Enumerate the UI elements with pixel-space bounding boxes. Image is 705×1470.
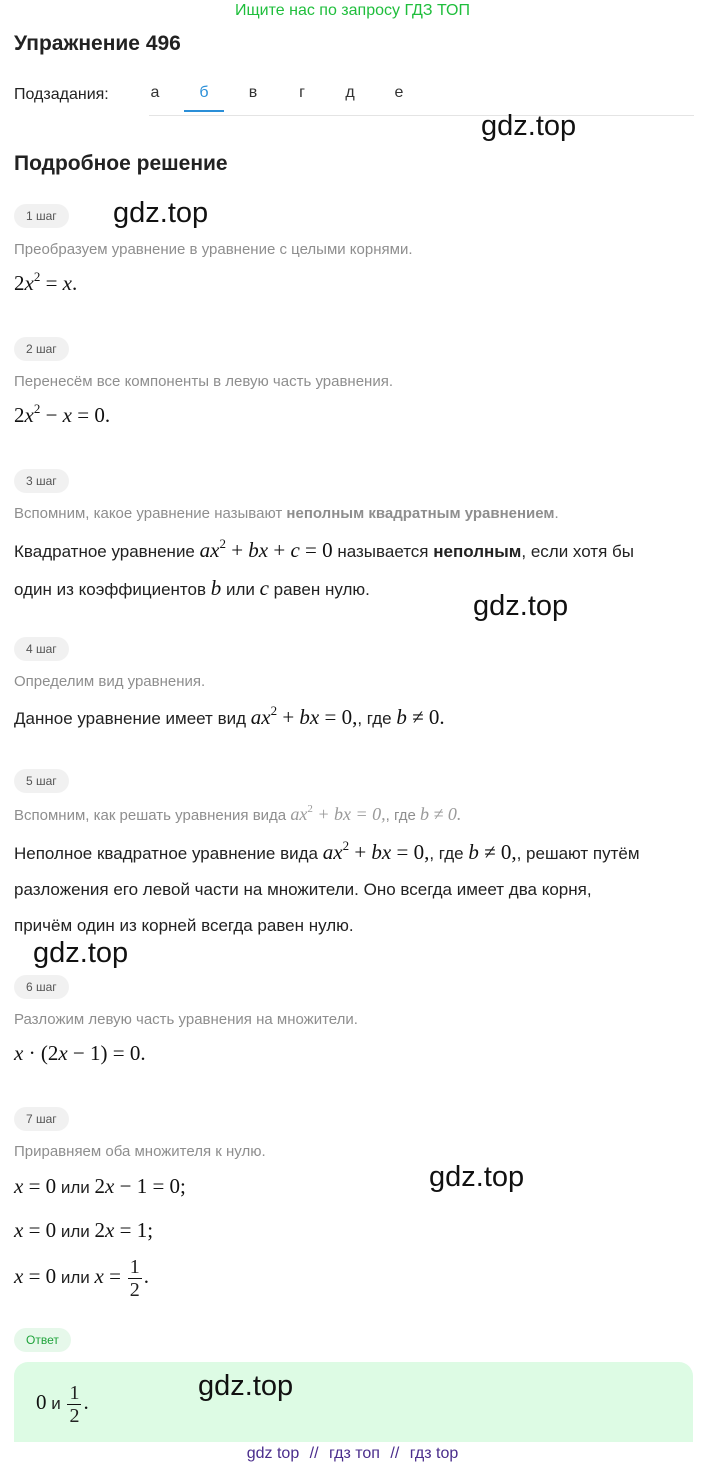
watermark: gdz.top xyxy=(198,1370,294,1402)
subtasks-divider xyxy=(149,115,694,116)
watermark: gdz.top xyxy=(113,197,209,229)
step-hint: Определим вид уравнения. xyxy=(14,673,206,690)
tab-subtask-e[interactable]: е xyxy=(394,84,404,101)
footer-separator: // xyxy=(390,1445,400,1462)
footer-links xyxy=(0,1445,705,1463)
step-hint: Разложим левую часть уравнения на множители. xyxy=(14,1011,358,1028)
tab-subtask-g[interactable]: г xyxy=(299,84,305,101)
footer-link[interactable]: гдз top xyxy=(409,1445,459,1462)
step-text: Неполное квадратное уравнение вида $ax^2$ + bx = 0,, где b ≠ 0,, решают путём разложения его левой части на множители. Оно всегда имеет два корня, причём один из корней всегда равен нулю. xyxy=(14,838,640,935)
top-banner: Ищите нас по запросу ГДЗ ТОП xyxy=(235,2,470,19)
step-badge: 7 шаг xyxy=(14,1107,69,1131)
footer-link[interactable]: гдз топ xyxy=(329,1445,380,1462)
equation: x = 0 или 2x = 1; xyxy=(14,1218,154,1242)
answer-box xyxy=(14,1362,693,1442)
footer-separator: // xyxy=(309,1445,319,1462)
watermark: gdz.top xyxy=(33,937,129,969)
step-badge: 5 шаг xyxy=(14,769,69,793)
step-badge: 3 шаг xyxy=(14,469,69,493)
tab-subtask-v[interactable]: в xyxy=(248,84,258,101)
tab-subtask-d[interactable]: д xyxy=(345,84,355,101)
footer-link[interactable]: gdz top xyxy=(246,1445,300,1462)
subtasks-label: Подзадания: xyxy=(14,86,109,103)
step-text: Данное уравнение имеет вид $ax^2$ + bx = 0,, где b ≠ 0. xyxy=(14,703,445,729)
tab-subtask-b[interactable]: б xyxy=(184,84,224,112)
equation: x · (2x − 1) = 0. xyxy=(14,1041,146,1065)
answer-value: 0 и $\frac{1}{2}$ . xyxy=(36,1382,89,1427)
equation: x = 0 или x = $\frac{1}{2}$ . xyxy=(14,1256,149,1301)
step-hint: Приравняем оба множителя к нулю. xyxy=(14,1143,266,1160)
watermark: gdz.top xyxy=(473,590,569,622)
answer-badge: Ответ xyxy=(14,1328,71,1352)
step-hint: Вспомним, какое уравнение называют неполным квадратным уравнением. xyxy=(14,505,559,522)
watermark: gdz.top xyxy=(429,1161,525,1193)
step-badge: 2 шаг xyxy=(14,337,69,361)
step-badge: 6 шаг xyxy=(14,975,69,999)
page-title: Упражнение 496 xyxy=(14,32,181,55)
equation: $2x^2 = x$. xyxy=(14,269,78,295)
step-hint: Вспомним, как решать уравнения вида $ax^2$ + bx = 0,, где b ≠ 0. xyxy=(14,803,462,824)
subtasks-nav xyxy=(14,80,694,118)
step-hint: Преобразуем уравнение в уравнение с целыми корнями. xyxy=(14,241,413,258)
equation: x = 0 или 2x − 1 = 0; xyxy=(14,1174,186,1198)
equation: $2x^2 - x = 0$. xyxy=(14,401,111,427)
step-badge: 4 шаг xyxy=(14,637,69,661)
watermark: gdz.top xyxy=(481,110,577,142)
step-hint: Перенесём все компоненты в левую часть уравнения. xyxy=(14,373,394,390)
section-title: Подробное решение xyxy=(14,152,228,175)
tab-subtask-a[interactable]: а xyxy=(150,84,160,101)
step-text: Квадратное уравнение $ax^2$ + bx + c = 0 называется неполным, если хотя бы один из коэффициентов b или c равен нулю. xyxy=(14,536,634,600)
step-badge: 1 шаг xyxy=(14,204,69,228)
